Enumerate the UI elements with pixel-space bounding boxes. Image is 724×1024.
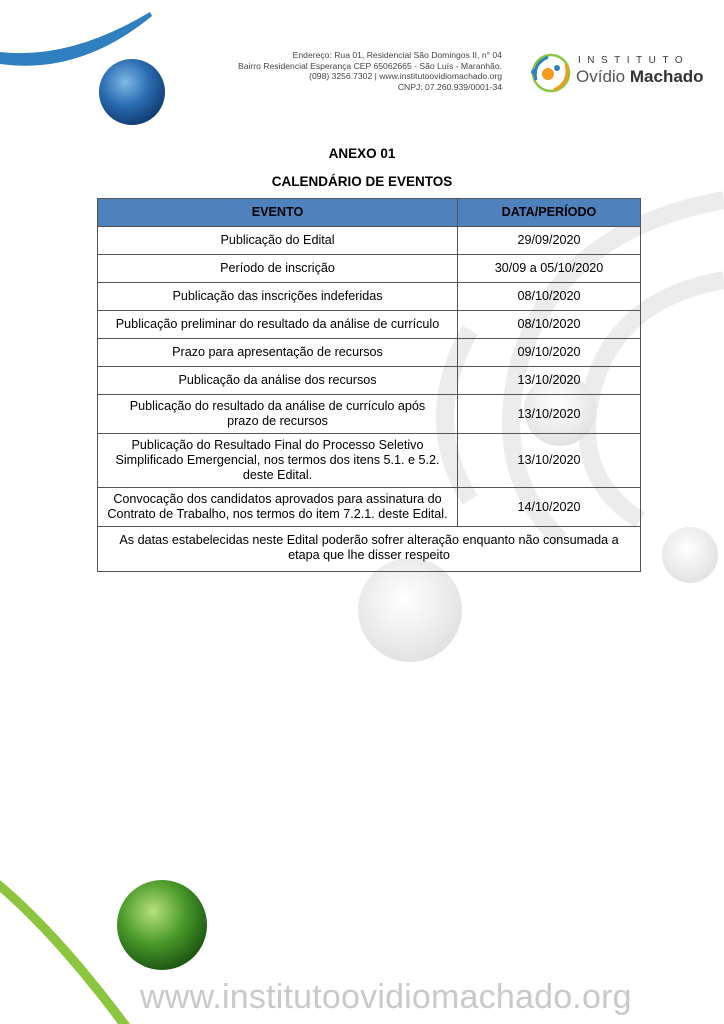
evento-cell: Convocação dos candidatos aprovados para assinatura do Contrato de Trabalho, nos termos do item 7.2.1. deste Edital. (98, 488, 458, 527)
table-row (98, 283, 641, 311)
top-swoosh (0, 12, 152, 66)
top-blue-sphere (99, 59, 165, 125)
table-note: As datas estabelecidas neste Edital poderão sofrer alteração enquanto não consumada a etapa que lhe disser respeito (98, 527, 641, 572)
data-cell: 13/10/2020 (458, 434, 641, 488)
evento-cell: Publicação do Edital (98, 227, 458, 255)
bottom-green-sphere (117, 880, 207, 970)
evento-cell: Publicação da análise dos recursos (98, 367, 458, 395)
evento-cell: Publicação do Resultado Final do Processo Seletivo Simplificado Emergencial, nos termos dos itens 5.1. e 5.2. deste Edital. (98, 434, 458, 488)
evento-cell: Publicação do resultado da análise de currículo após prazo de recursos (98, 395, 458, 434)
data-cell: 13/10/2020 (458, 395, 641, 434)
data-cell: 13/10/2020 (458, 367, 641, 395)
bottom-swoosh (0, 880, 130, 1024)
document-subtitle: CALENDÁRIO DE EVENTOS (271, 174, 453, 189)
header-address (196, 50, 502, 92)
evento-cell: Período de inscrição (98, 255, 458, 283)
table-header-row (98, 199, 641, 227)
data-cell: 08/10/2020 (458, 311, 641, 339)
table-row (98, 367, 641, 395)
address-line: Bairro Residencial Esperança CEP 65062665 - São Luís - Maranhão. (237, 60, 502, 71)
header-evento: EVENTO (98, 199, 458, 227)
events-table (97, 198, 641, 572)
data-cell: 30/09 a 05/10/2020 (458, 255, 641, 283)
logo-name (576, 67, 704, 87)
table-row (98, 339, 641, 367)
table-row (98, 434, 641, 488)
table-row (98, 227, 641, 255)
evento-cell: Publicação das inscrições indeferidas (98, 283, 458, 311)
footer-website-watermark: www.institutoovidiomachado.org (140, 978, 632, 1016)
data-cell: 29/09/2020 (458, 227, 641, 255)
address-line: (098) 3256.7302 | www.institutoovidiomachado.org (309, 71, 502, 82)
document-title: ANEXO 01 (328, 146, 396, 161)
address-line: CNPJ: 07.260.939/0001-34 (397, 81, 502, 92)
evento-cell: Prazo para apresentação de recursos (98, 339, 458, 367)
evento-cell: Publicação preliminar do resultado da análise de currículo (98, 311, 458, 339)
table-row (98, 488, 641, 527)
instituto-logo (522, 50, 702, 96)
logo-name-last: Machado (629, 67, 704, 86)
table-note-row (98, 527, 641, 572)
logo-name-first: Ovídio (576, 67, 626, 86)
data-cell: 09/10/2020 (458, 339, 641, 367)
table-row (98, 311, 641, 339)
data-cell: 14/10/2020 (458, 488, 641, 527)
address-line: Endereço: Rua 01, Residencial São Domingos II, n° 04 (292, 50, 502, 60)
data-cell: 08/10/2020 (458, 283, 641, 311)
logo-swirl-icon (526, 50, 576, 96)
header-data-periodo: DATA/PERÍODO (458, 199, 641, 227)
table-row (98, 395, 641, 434)
table-row (98, 255, 641, 283)
logo-instituto-text: INSTITUTO (578, 55, 690, 66)
